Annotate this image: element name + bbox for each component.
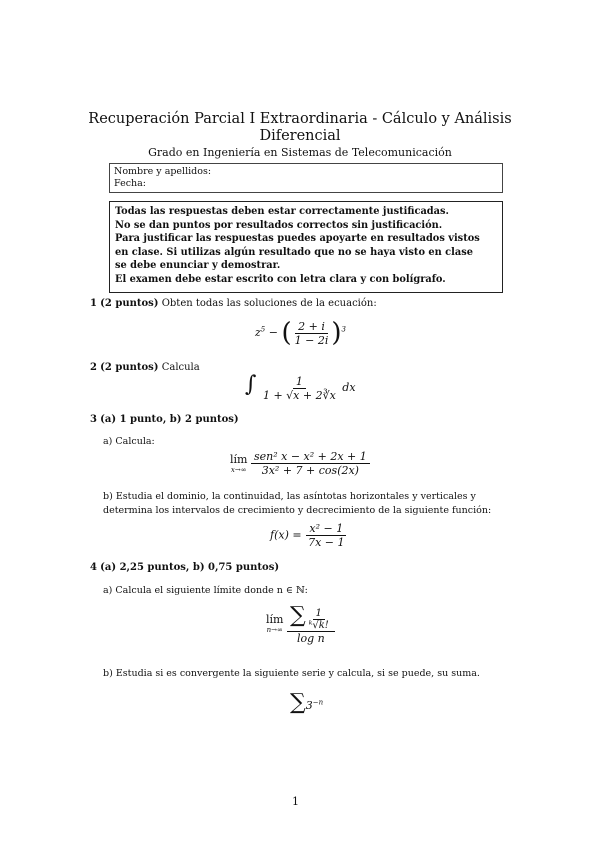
q3a-label: a) <box>103 436 113 447</box>
question-4 <box>90 562 279 573</box>
rule-line: Para justificar las respuestas puedes apoyarte en resultados vistos <box>115 233 480 244</box>
q2-number: 2 <box>90 362 97 373</box>
rule-line: en clase. Si utilizas algún resultado que no se haya visto en clase <box>115 246 473 258</box>
page-number: 1 <box>292 795 299 808</box>
q2-text: Calcula <box>161 362 200 373</box>
q4a-text: Calcula el siguiente límite donde n ∈ ℕ: <box>115 585 308 596</box>
rule-line: Todas las respuestas deben estar correctamente justificadas. <box>115 206 449 217</box>
q3a-text: Calcula: <box>115 436 155 447</box>
q1-number: 1 <box>90 298 97 309</box>
q3-part-a <box>103 435 513 449</box>
name-date-box <box>109 163 503 193</box>
q1-text: Obten todas las soluciones de la ecuación: <box>161 298 377 309</box>
question-1 <box>90 298 377 309</box>
exam-title <box>80 111 520 145</box>
q4-number: 4 <box>90 562 97 573</box>
q4-part-a <box>103 584 513 598</box>
exam-subtitle: Grado en Ingeniería en Sistemas de Telecomunicación <box>148 146 452 159</box>
q2-integral: ∫ $\frac{1}{1 + √x + 2∛x}$ dx <box>245 372 356 402</box>
title-line-2: Diferencial <box>259 128 341 144</box>
name-label: Nombre y apellidos: <box>114 166 212 177</box>
q1-equation: $z^5$ − ( $\frac{2 + i}{1 - 2i}$ )$^3$ <box>255 318 346 348</box>
q4b-label: b) <box>103 668 113 679</box>
rules-box <box>109 201 503 293</box>
q3-part-b <box>103 490 513 518</box>
title-line-1: Recuperación Parcial I Extraordinaria - Cálculo y Análisis <box>88 111 512 127</box>
rule-line: No se dan puntos por resultados correctos sin justificación. <box>115 219 443 231</box>
date-label: Fecha: <box>114 178 146 189</box>
q3-number: 3 <box>90 414 97 425</box>
q4b-series: $\sum 3^{-n}$ <box>290 690 324 715</box>
q4-points: (a) 2,25 puntos, b) 0,75 puntos) <box>100 562 280 573</box>
rule-line: se debe enunciar y demostrar. <box>115 260 281 271</box>
question-2 <box>90 362 200 373</box>
q3b-function: f(x) = $\frac{\text{x² − 1}}{7x - 1}$ <box>270 522 345 549</box>
q4b-text: Estudia si es convergente la siguiente serie y calcula, si se puede, su suma. <box>115 668 480 679</box>
q4-part-b <box>103 667 513 681</box>
rule-line: El examen debe estar escrito con letra clara y con bolígrafo. <box>115 273 446 285</box>
q1-points: (2 puntos) <box>100 298 159 309</box>
q3b-label: b) <box>103 491 113 502</box>
q4a-label: a) <box>103 585 113 596</box>
q3-points: (a) 1 punto, b) 2 puntos) <box>100 414 239 425</box>
q3a-limit: lím x→∞ $\frac{\text{sen² x − x² + 2x + 1}}{\text{3x² + 7 + cos(2x)}}$ <box>230 450 370 477</box>
q3b-text: Estudia el dominio, la continuidad, las asíntotas horizontales y verticales y determina los intervalos de crecimiento y decrecimiento de la siguiente función: <box>103 491 492 516</box>
question-3 <box>90 414 239 425</box>
q2-points: (2 puntos) <box>100 362 159 373</box>
q4a-limit: lím n→∞ ∑ $\frac{1}{\text{ᵏ√k!}}$ log n <box>266 603 335 645</box>
